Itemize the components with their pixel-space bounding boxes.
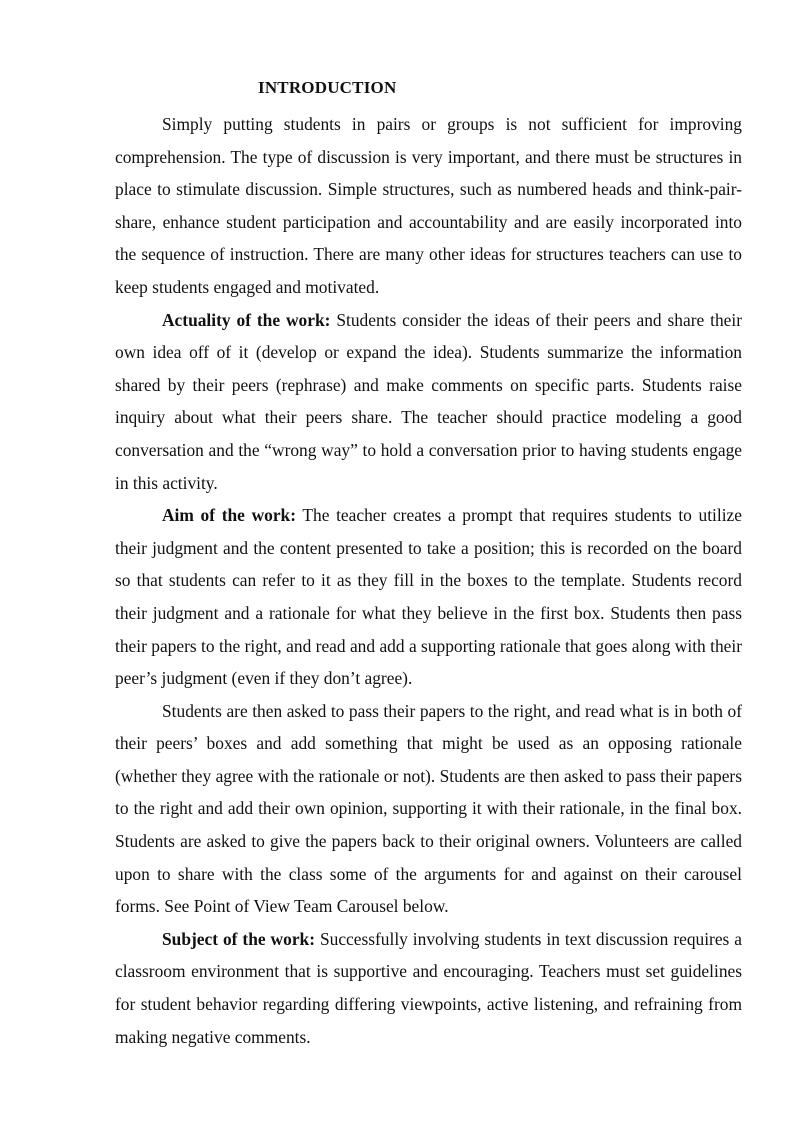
section-heading: INTRODUCTION xyxy=(258,78,397,97)
paragraph-lead: Subject of the work: xyxy=(162,928,315,949)
paragraph-actuality xyxy=(115,304,742,500)
paragraph-text: Simply putting students in pairs or groups is not sufficient for improving comprehension. The type of discussion is very important, and there must be structures in place to stimulate discussion. Simple structures, such as numbered heads and think-pair-share, enhance student participation and accountability and are easily incorporated into the sequence of instruction. There are many other ideas for structures teachers can use to keep students engaged and motivated. xyxy=(115,114,742,297)
paragraph-lead: Actuality of the work: xyxy=(162,309,331,330)
document-page xyxy=(115,76,742,1053)
paragraph-text: Students are then asked to pass their papers to the right, and read what is in both of their peers’ boxes and add something that might be used as an opposing rationale (whether they agree with the rationale or not). Students are then asked to pass their papers to the right and add their own opinion, supporting it with their rationale, in the final box. Students are asked to give the papers back to their original owners. Volunteers are called upon to share with the class some of the arguments for and against on their carousel forms. See Point of View Team Carousel below. xyxy=(115,700,742,917)
paragraph-intro xyxy=(115,108,742,304)
paragraph-carousel xyxy=(115,695,742,923)
paragraph-text: The teacher creates a prompt that requires students to utilize their judgment and the content presented to take a position; this is recorded on the board so that students can refer to it as they fill in the boxes to the template. Students record their judgment and a rationale for what they believe in the first box. Students then pass their papers to the right, and read and add a supporting rationale that goes along with their peer’s judgment (even if they don’t agree). xyxy=(115,505,742,689)
paragraph-subject xyxy=(115,923,742,1053)
paragraph-aim xyxy=(115,499,742,695)
paragraph-text: Successfully involving students in text discussion requires a classroom environment that is supportive and encouraging. Teachers must set guidelines for student behavior regarding differing viewpoints, active listening, and refraining from making negative comments. xyxy=(115,928,742,1047)
paragraph-text: Students consider the ideas of their peers and share their own idea off of it (develop or expand the idea). Students summarize the information shared by their peers (rephrase) and make comments on specific parts. Students raise inquiry about what their peers share. The teacher should practice modeling a good conversation and the “wrong way” to hold a conversation prior to having students engage in this activity. xyxy=(115,309,743,493)
paragraph-lead: Aim of the work: xyxy=(162,505,297,526)
